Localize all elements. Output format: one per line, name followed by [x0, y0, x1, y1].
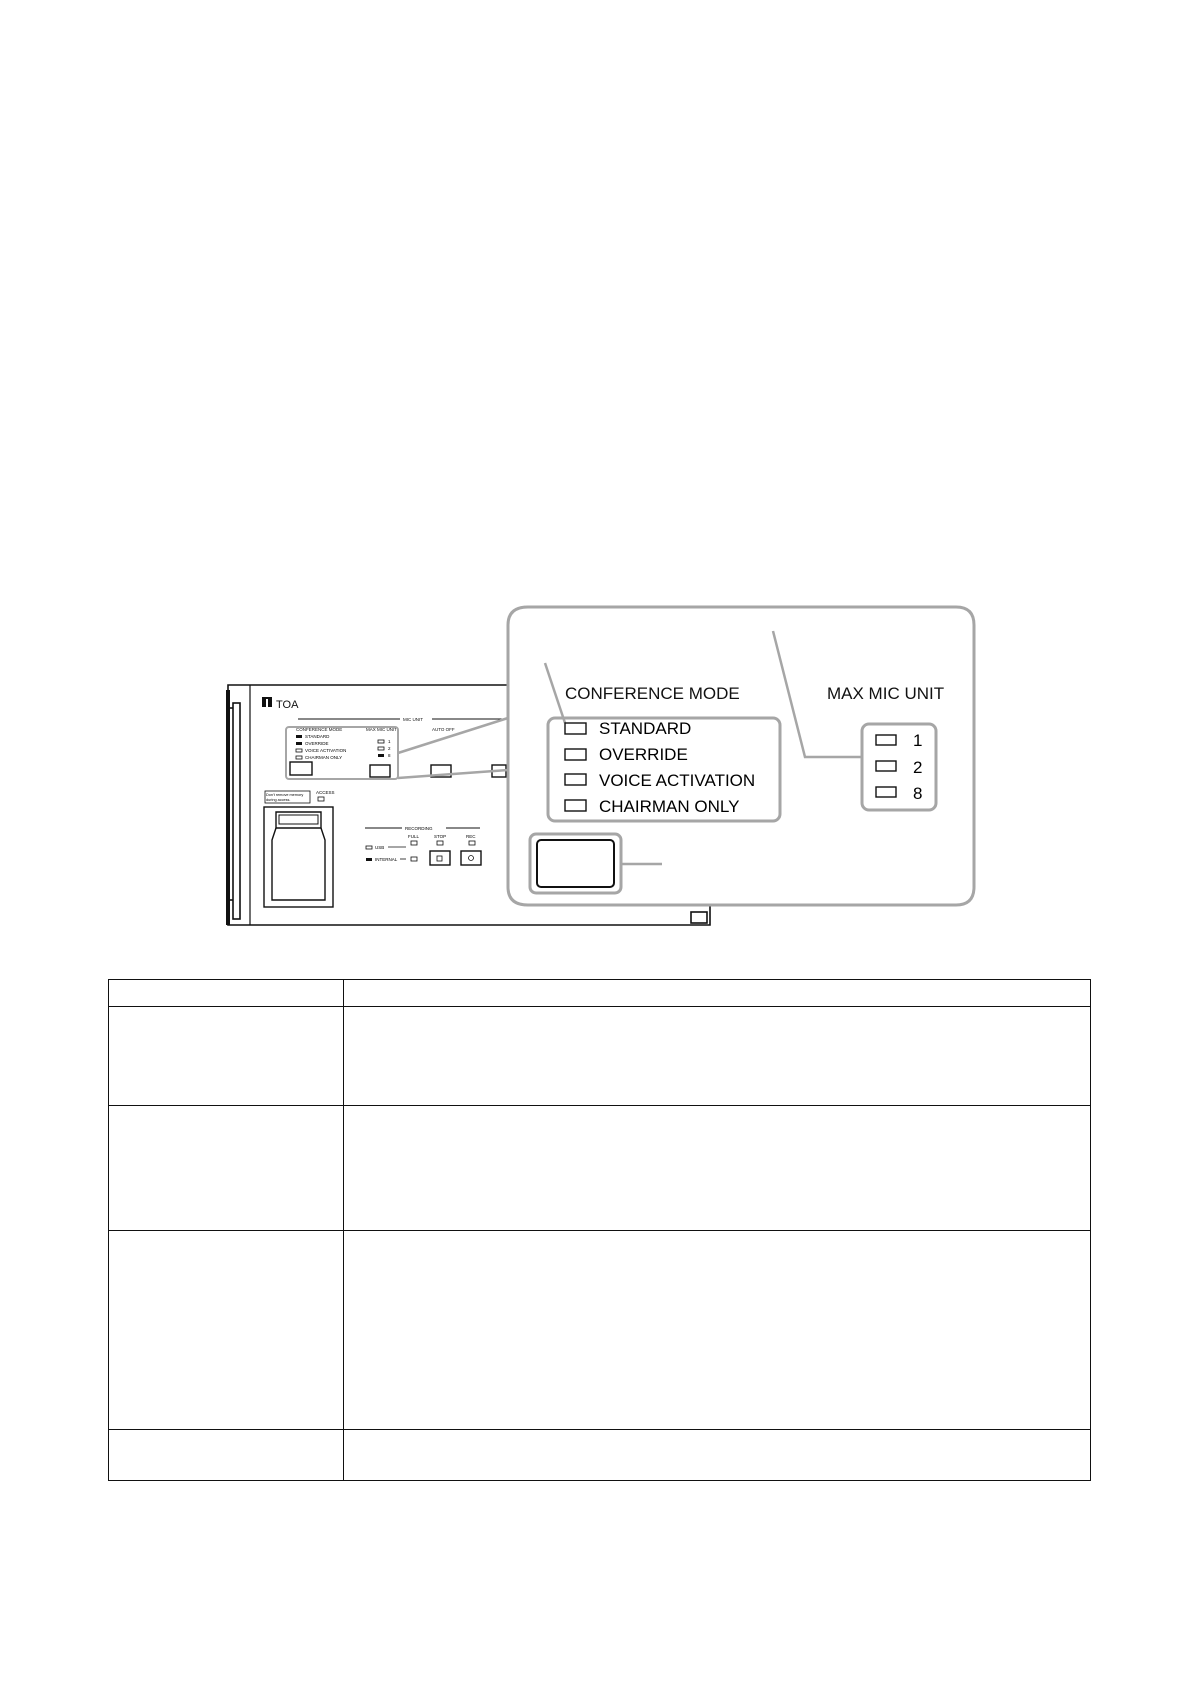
mic-unit-label: MIC UNIT — [403, 717, 423, 722]
panel-max-mic-button[interactable] — [370, 765, 390, 777]
mode-voice-activation: VOICE ACTIVATION — [599, 771, 756, 790]
callout-box — [508, 607, 974, 905]
callout-conference-mode-label: CONFERENCE MODE — [565, 684, 740, 703]
panel-max-mic-8: 8 — [388, 753, 391, 758]
table-cell — [344, 1430, 1091, 1481]
stop-label: STOP — [434, 834, 447, 839]
usb-label: USB — [375, 845, 385, 850]
rec-label: REC — [466, 834, 476, 839]
full-led — [411, 841, 417, 845]
stop-led — [437, 841, 443, 845]
mode-chairman-only: CHAIRMAN ONLY — [599, 797, 740, 816]
max-mic-8: 8 — [913, 784, 923, 803]
table-cell — [344, 1007, 1091, 1106]
toa-logo — [262, 697, 299, 711]
table-cell — [344, 980, 1091, 1007]
panel-highlight-box — [286, 727, 398, 779]
memory-notice-line2: during access. — [266, 798, 291, 802]
rec-button[interactable] — [461, 851, 481, 865]
max-mic-1: 1 — [913, 731, 923, 750]
table-cell — [344, 1106, 1091, 1231]
internal-label: INTERNAL — [375, 857, 398, 862]
panel-mode-chairman-only: CHAIRMAN ONLY — [305, 755, 343, 760]
recording-label: RECORDING — [405, 826, 433, 831]
panel-mode-override: OVERRIDE — [305, 741, 329, 746]
table-row — [109, 1106, 1091, 1231]
panel-max-mic-1: 1 — [388, 739, 391, 744]
panel-mode-voice-activation: VOICE ACTIVATION — [305, 748, 347, 753]
table-cell — [109, 980, 344, 1007]
mode-override: OVERRIDE — [599, 745, 688, 764]
brand-text: TOA — [276, 699, 299, 711]
access-led — [318, 797, 324, 801]
panel-max-mic-list — [378, 739, 391, 758]
panel-conference-mode-label: CONFERENCE MODE — [296, 727, 343, 732]
memory-notice-line1: Don't remove memory — [266, 793, 304, 797]
table-cell — [109, 1231, 344, 1430]
max-mic-2: 2 — [913, 758, 923, 777]
table-row — [109, 1007, 1091, 1106]
mode-standard: STANDARD — [599, 719, 692, 738]
table-header-row — [109, 980, 1091, 1007]
table-cell — [109, 1430, 344, 1481]
panel-mode-standard: STANDARD — [305, 734, 330, 739]
full-label: FULL — [408, 834, 420, 839]
access-label: ACCESS — [316, 790, 335, 795]
panel-mode-list — [296, 734, 346, 760]
description-table — [108, 979, 1091, 1481]
table-cell — [109, 1007, 344, 1106]
panel-max-mic-2: 2 — [388, 746, 391, 751]
auto-off-label: AUTO OFF — [432, 727, 455, 732]
usb-slot — [264, 807, 333, 907]
callout-max-mic-unit-label: MAX MIC UNIT — [827, 684, 945, 703]
panel-max-mic-unit-label: MAX MIC UNIT — [366, 727, 397, 732]
table-row — [109, 1231, 1091, 1430]
table-row — [109, 1430, 1091, 1481]
table-cell — [344, 1231, 1091, 1430]
rec-led — [469, 841, 475, 845]
table-cell — [109, 1106, 344, 1231]
panel-mode-button[interactable] — [290, 762, 312, 775]
stop-button[interactable] — [430, 851, 450, 865]
